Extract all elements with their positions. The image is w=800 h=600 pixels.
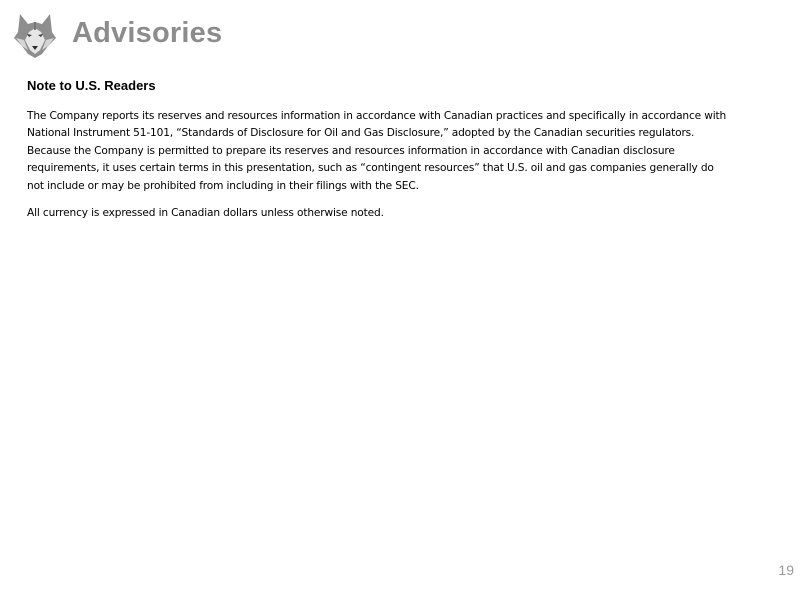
section-heading: Note to U.S. Readers — [27, 78, 156, 93]
husky-dog-head-icon — [12, 10, 58, 60]
husky-logo-icon — [12, 10, 58, 60]
page-title: Advisories — [72, 17, 223, 49]
currency-note: All currency is expressed in Canadian dollars unless otherwise noted. — [27, 207, 384, 219]
page-number: 19 — [778, 562, 794, 578]
disclosure-paragraph: The Company reports its reserves and resources information in accordance with Canadian practices and specifically in accordance with National Instrument 51-101, “Standards of Disclosure for Oil and Gas Disclosure,” adopted by the Canadian securities regulators. Because the Company is permitted to prepare its reserves and resources information in accordance with Canadian disclosure requirements, it uses certain terms in this presentation, such as “contingent resources” that U.S. oil and gas companies generally do not include or may be prohibited from including in their filings with the SEC. — [27, 110, 727, 192]
